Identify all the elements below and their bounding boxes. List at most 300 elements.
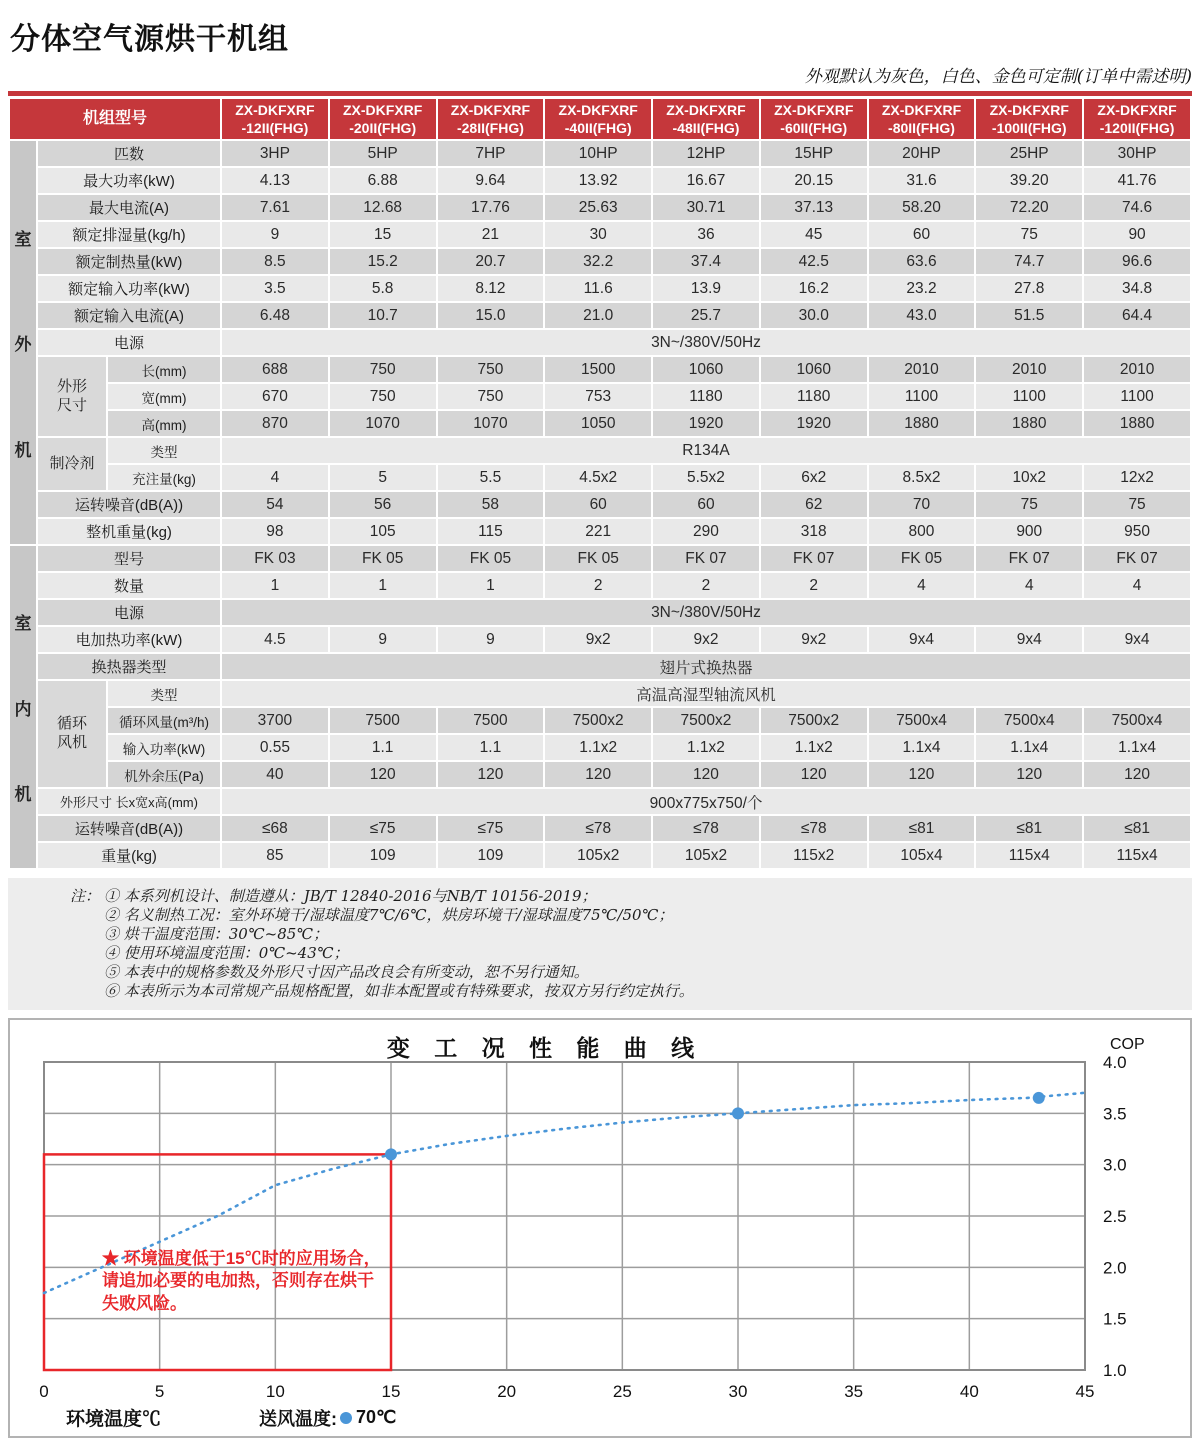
y-tick-label: 1.0 xyxy=(1103,1361,1127,1380)
cell-value: 31.6 xyxy=(869,168,975,193)
cell-value: FK 05 xyxy=(869,546,975,571)
cell-value: 30.0 xyxy=(761,303,867,328)
table-row xyxy=(10,438,1190,463)
table-row xyxy=(10,735,1190,760)
spec-table xyxy=(8,97,1192,870)
cell-value: 7500x4 xyxy=(869,708,975,733)
cell-value: 870 xyxy=(222,411,328,436)
cell-value: 1880 xyxy=(869,411,975,436)
cell-value: FK 03 xyxy=(222,546,328,571)
cell-value: 1.1x4 xyxy=(976,735,1082,760)
cell-value: 20.15 xyxy=(761,168,867,193)
table-row xyxy=(10,492,1190,517)
cell-value: 60 xyxy=(545,492,651,517)
cell-value: ≤78 xyxy=(761,816,867,841)
cell-value: 7500x4 xyxy=(1084,708,1190,733)
cell-value: 74.7 xyxy=(976,249,1082,274)
cell-value: 7500 xyxy=(438,708,544,733)
cell-value: 115x4 xyxy=(976,843,1082,868)
table-row xyxy=(10,600,1190,625)
cell-value: 15 xyxy=(330,222,436,247)
cell-value: FK 07 xyxy=(653,546,759,571)
span-value: 3N~/380V/50Hz xyxy=(222,600,1190,625)
cell-value: 9x2 xyxy=(761,627,867,652)
cell-value: 27.8 xyxy=(976,276,1082,301)
note-item: ② 名义制热工况：室外环境干/湿球温度7℃/6℃，烘房环境干/湿球温度75℃/50℃； xyxy=(104,906,674,924)
cell-value: 688 xyxy=(222,357,328,382)
cell-value: 1880 xyxy=(1084,411,1190,436)
cell-value: 1920 xyxy=(653,411,759,436)
table-row xyxy=(10,303,1190,328)
row-label: 宽(mm) xyxy=(108,384,220,409)
cell-value: 1100 xyxy=(869,384,975,409)
cell-value: FK 05 xyxy=(438,546,544,571)
note-item: ③ 烘干温度范围：30℃~85℃； xyxy=(104,925,329,943)
note-item: ① 本系列机设计、制造遵从：JB/T 12840-2016与NB/T 10156-2019； xyxy=(104,887,597,905)
cell-value: 2010 xyxy=(1084,357,1190,382)
cell-value: 9 xyxy=(222,222,328,247)
table-row xyxy=(10,222,1190,247)
note-item: ⑤ 本表中的规格参数及外形尺寸因产品改良会有所变动，恕不另行通知。 xyxy=(104,963,589,981)
cell-value: 85 xyxy=(222,843,328,868)
cell-value: 221 xyxy=(545,519,651,544)
row-label: 长(mm) xyxy=(108,357,220,382)
table-row xyxy=(10,573,1190,598)
cell-value: 1.1x2 xyxy=(545,735,651,760)
row-label: 类型 xyxy=(108,438,220,463)
cell-value: 115x4 xyxy=(1084,843,1190,868)
cell-value: 4 xyxy=(869,573,975,598)
cell-value: 7.61 xyxy=(222,195,328,220)
warning-text-line: 请追加必要的电加热，否则存在烘干 xyxy=(102,1271,374,1291)
cell-value: ≤78 xyxy=(545,816,651,841)
table-row xyxy=(10,465,1190,490)
cell-value: 8.12 xyxy=(438,276,544,301)
cell-value: ≤75 xyxy=(438,816,544,841)
cell-value: 64.4 xyxy=(1084,303,1190,328)
cell-value: 9 xyxy=(330,627,436,652)
cell-value: 62 xyxy=(761,492,867,517)
cell-value: 40 xyxy=(222,762,328,787)
cell-value: 25.7 xyxy=(653,303,759,328)
legend-label: 送风温度: xyxy=(259,1408,338,1429)
data-point-marker xyxy=(1033,1092,1045,1104)
cell-value: 60 xyxy=(869,222,975,247)
cell-value: 5HP xyxy=(330,141,436,166)
cell-value: 96.6 xyxy=(1084,249,1190,274)
group-label: 循环 风机 xyxy=(38,681,106,787)
cell-value: 120 xyxy=(761,762,867,787)
cell-value: 20.7 xyxy=(438,249,544,274)
cell-value: 3.5 xyxy=(222,276,328,301)
data-point-marker xyxy=(732,1107,744,1119)
cell-value: 45 xyxy=(761,222,867,247)
cell-value: 63.6 xyxy=(869,249,975,274)
cell-value: 58 xyxy=(438,492,544,517)
cell-value: 750 xyxy=(330,384,436,409)
x-tick-label: 20 xyxy=(497,1382,517,1401)
table-row xyxy=(10,519,1190,544)
cell-value: 54 xyxy=(222,492,328,517)
cell-value: 1.1x2 xyxy=(761,735,867,760)
cell-value: 753 xyxy=(545,384,651,409)
cell-value: 9x4 xyxy=(1084,627,1190,652)
cell-value: 120 xyxy=(976,762,1082,787)
cell-value: 16.2 xyxy=(761,276,867,301)
cell-value: 15HP xyxy=(761,141,867,166)
cell-value: 1.1 xyxy=(438,735,544,760)
warning-text-line: ★ 环境温度低于15℃时的应用场合， xyxy=(102,1249,381,1268)
cell-value: 120 xyxy=(545,762,651,787)
cell-value: 1880 xyxy=(976,411,1082,436)
cell-value: 7500x2 xyxy=(761,708,867,733)
table-row xyxy=(10,789,1190,814)
x-tick-label: 25 xyxy=(612,1382,632,1401)
cell-value: 4 xyxy=(222,465,328,490)
table-row xyxy=(10,330,1190,355)
cell-value: 6.88 xyxy=(330,168,436,193)
cell-value: 8.5 xyxy=(222,249,328,274)
cell-value: 15.2 xyxy=(330,249,436,274)
cell-value: 7500 xyxy=(330,708,436,733)
cell-value: ≤81 xyxy=(1084,816,1190,841)
cell-value: 13.9 xyxy=(653,276,759,301)
chart-title: 变 工 况 性 能 曲 线 xyxy=(386,1035,704,1061)
cell-value: 8.5x2 xyxy=(869,465,975,490)
chart-svg xyxy=(10,1020,1190,1436)
cell-value: 39.20 xyxy=(976,168,1082,193)
table-row xyxy=(10,411,1190,436)
cell-value: 4.5x2 xyxy=(545,465,651,490)
table-row xyxy=(10,843,1190,868)
cell-value: 17.76 xyxy=(438,195,544,220)
row-label: 整机重量(kg) xyxy=(38,519,220,544)
cell-value: 21 xyxy=(438,222,544,247)
chart-footer xyxy=(66,1404,396,1431)
cell-value: 1180 xyxy=(653,384,759,409)
cell-value: 30HP xyxy=(1084,141,1190,166)
cell-value: 60 xyxy=(653,492,759,517)
y-tick-label: 2.0 xyxy=(1103,1258,1127,1278)
span-value: 翅片式换热器 xyxy=(222,654,1190,679)
cell-value: 30.71 xyxy=(653,195,759,220)
cell-value: 10.7 xyxy=(330,303,436,328)
corner-label: 机组型号 xyxy=(10,99,220,139)
cell-value: 1180 xyxy=(761,384,867,409)
cell-value: 1100 xyxy=(1084,384,1190,409)
row-label: 外形尺寸 长x宽x高(mm) xyxy=(38,789,220,814)
row-label: 最大电流(A) xyxy=(38,195,220,220)
x-tick-label: 15 xyxy=(381,1382,401,1401)
cell-value: ≤68 xyxy=(222,816,328,841)
cell-value: 105x2 xyxy=(653,843,759,868)
warning-annotation xyxy=(102,1248,432,1315)
row-label: 重量(kg) xyxy=(38,843,220,868)
cell-value: 6.48 xyxy=(222,303,328,328)
model-header: ZX-DKFXRF -20II(FHG) xyxy=(330,99,436,139)
cell-value: 70 xyxy=(869,492,975,517)
x-tick-label: 10 xyxy=(265,1382,285,1401)
cell-value: 15.0 xyxy=(438,303,544,328)
cell-value: 290 xyxy=(653,519,759,544)
cell-value: 1 xyxy=(222,573,328,598)
row-label: 电源 xyxy=(38,600,220,625)
row-label: 充注量(kg) xyxy=(108,465,220,490)
cell-value: FK 07 xyxy=(1084,546,1190,571)
note-item: ④ 使用环境温度范围：0℃~43℃； xyxy=(104,944,349,962)
cell-value: 56 xyxy=(330,492,436,517)
cell-value: 1.1x4 xyxy=(869,735,975,760)
cell-value: 2 xyxy=(761,573,867,598)
cell-value: 51.5 xyxy=(976,303,1082,328)
chart-panel xyxy=(8,1018,1192,1438)
row-label: 循环风量(m³/h) xyxy=(108,708,220,733)
cell-value: 1 xyxy=(438,573,544,598)
page-subtitle: 外观默认为灰色，白色、金色可定制(订单中需述明) xyxy=(804,67,1192,87)
span-value: 高温高湿型轴流风机 xyxy=(222,681,1190,706)
cell-value: 2 xyxy=(545,573,651,598)
row-label: 机外余压(Pa) xyxy=(108,762,220,787)
legend-series-name: 70℃ xyxy=(356,1407,397,1427)
cell-value: 115 xyxy=(438,519,544,544)
catalog-page xyxy=(8,0,1192,1438)
cell-value: 37.13 xyxy=(761,195,867,220)
cell-value: 75 xyxy=(976,492,1082,517)
table-row xyxy=(10,168,1190,193)
cell-value: 25HP xyxy=(976,141,1082,166)
table-row xyxy=(10,681,1190,706)
cell-value: 36 xyxy=(653,222,759,247)
cell-value: 23.2 xyxy=(869,276,975,301)
span-value: 3N~/380V/50Hz xyxy=(222,330,1190,355)
cell-value: 5.5x2 xyxy=(653,465,759,490)
row-label: 运转噪音(dB(A)) xyxy=(38,492,220,517)
cell-value: 3HP xyxy=(222,141,328,166)
cell-value: ≤81 xyxy=(976,816,1082,841)
cell-value: ≤81 xyxy=(869,816,975,841)
row-label: 额定制热量(kW) xyxy=(38,249,220,274)
cell-value: 4.13 xyxy=(222,168,328,193)
table-row xyxy=(10,762,1190,787)
span-value: R134A xyxy=(222,438,1190,463)
cell-value: 9x2 xyxy=(545,627,651,652)
model-header: ZX-DKFXRF -100II(FHG) xyxy=(976,99,1082,139)
cell-value: 72.20 xyxy=(976,195,1082,220)
table-row xyxy=(10,357,1190,382)
cop-axis-label: COP xyxy=(1110,1036,1145,1053)
row-label: 类型 xyxy=(108,681,220,706)
cell-value: 1.1x4 xyxy=(1084,735,1190,760)
cell-value: 9.64 xyxy=(438,168,544,193)
cell-value: 750 xyxy=(438,384,544,409)
cell-value: 1 xyxy=(330,573,436,598)
cell-value: 6x2 xyxy=(761,465,867,490)
cell-value: 1100 xyxy=(976,384,1082,409)
cell-value: 105x4 xyxy=(869,843,975,868)
cell-value: 2010 xyxy=(869,357,975,382)
cell-value: 21.0 xyxy=(545,303,651,328)
row-label: 输入功率(kW) xyxy=(108,735,220,760)
cell-value: 4 xyxy=(976,573,1082,598)
cell-value: 750 xyxy=(330,357,436,382)
cell-value: 75 xyxy=(976,222,1082,247)
cell-value: 13.92 xyxy=(545,168,651,193)
x-tick-label: 45 xyxy=(1075,1382,1095,1401)
cell-value: 58.20 xyxy=(869,195,975,220)
cell-value: 12x2 xyxy=(1084,465,1190,490)
cell-value: 105x2 xyxy=(545,843,651,868)
notes-prefix: 注： xyxy=(70,887,101,905)
model-header: ZX-DKFXRF -12II(FHG) xyxy=(222,99,328,139)
cell-value: 9x2 xyxy=(653,627,759,652)
cell-value: 318 xyxy=(761,519,867,544)
row-label: 最大功率(kW) xyxy=(38,168,220,193)
cell-value: FK 07 xyxy=(976,546,1082,571)
table-row xyxy=(10,195,1190,220)
cell-value: 750 xyxy=(438,357,544,382)
section-side-label: 室 外 机 xyxy=(10,141,36,544)
model-header: ZX-DKFXRF -28II(FHG) xyxy=(438,99,544,139)
y-tick-label: 3.0 xyxy=(1103,1155,1127,1175)
cell-value: 109 xyxy=(330,843,436,868)
cell-value: 1.1 xyxy=(330,735,436,760)
cell-value: 16.67 xyxy=(653,168,759,193)
cell-value: 105 xyxy=(330,519,436,544)
table-row xyxy=(10,141,1190,166)
cell-value: 1920 xyxy=(761,411,867,436)
cell-value: 4 xyxy=(1084,573,1190,598)
model-header: ZX-DKFXRF -60II(FHG) xyxy=(761,99,867,139)
cell-value: 7500x4 xyxy=(976,708,1082,733)
cell-value: 115x2 xyxy=(761,843,867,868)
cell-value: 25.63 xyxy=(545,195,651,220)
cell-value: 7500x2 xyxy=(545,708,651,733)
cell-value: FK 07 xyxy=(761,546,867,571)
row-label: 高(mm) xyxy=(108,411,220,436)
cell-value: 32.2 xyxy=(545,249,651,274)
cell-value: 120 xyxy=(869,762,975,787)
cell-value: 9x4 xyxy=(976,627,1082,652)
row-label: 电源 xyxy=(38,330,220,355)
model-header: ZX-DKFXRF -120II(FHG) xyxy=(1084,99,1190,139)
row-label: 数量 xyxy=(38,573,220,598)
x-axis-label: 环境温度℃ xyxy=(66,1409,162,1430)
table-row xyxy=(10,276,1190,301)
cell-value: 5.5 xyxy=(438,465,544,490)
y-tick-label: 3.5 xyxy=(1103,1104,1127,1124)
cell-value: 2010 xyxy=(976,357,1082,382)
model-header: ZX-DKFXRF -48II(FHG) xyxy=(653,99,759,139)
cell-value: 5.8 xyxy=(330,276,436,301)
table-row xyxy=(10,546,1190,571)
cell-value: 120 xyxy=(1084,762,1190,787)
header-row xyxy=(10,99,1190,139)
cell-value: 120 xyxy=(330,762,436,787)
data-point-marker xyxy=(385,1148,397,1160)
legend xyxy=(259,1405,396,1431)
cell-value: 30 xyxy=(545,222,651,247)
row-label: 额定输入功率(kW) xyxy=(38,276,220,301)
warning-text-line: 失败风险。 xyxy=(102,1293,187,1313)
group-label: 外形 尺寸 xyxy=(38,357,106,436)
cell-value: 43.0 xyxy=(869,303,975,328)
cell-value: 1070 xyxy=(330,411,436,436)
row-label: 运转噪音(dB(A)) xyxy=(38,816,220,841)
row-label: 匹数 xyxy=(38,141,220,166)
cell-value: ≤78 xyxy=(653,816,759,841)
cell-value: 800 xyxy=(869,519,975,544)
cell-value: 41.76 xyxy=(1084,168,1190,193)
cell-value: 1070 xyxy=(438,411,544,436)
cell-value: 11.6 xyxy=(545,276,651,301)
cell-value: 1500 xyxy=(545,357,651,382)
row-label: 电加热功率(kW) xyxy=(38,627,220,652)
cell-value: 4.5 xyxy=(222,627,328,652)
cell-value: 3700 xyxy=(222,708,328,733)
table-row xyxy=(10,627,1190,652)
y-tick-label: 2.5 xyxy=(1103,1207,1127,1226)
cell-value: 0.55 xyxy=(222,735,328,760)
cell-value: 5 xyxy=(330,465,436,490)
section-side-label: 室 内 机 xyxy=(10,546,36,868)
page-title: 分体空气源烘干机组 xyxy=(10,23,289,56)
cell-value: 9x4 xyxy=(869,627,975,652)
model-header: ZX-DKFXRF -40II(FHG) xyxy=(545,99,651,139)
cell-value: 1.1x2 xyxy=(653,735,759,760)
notes-list xyxy=(104,887,1172,1001)
cell-value: 1050 xyxy=(545,411,651,436)
y-tick-label: 1.5 xyxy=(1103,1309,1127,1329)
cell-value: 90 xyxy=(1084,222,1190,247)
cell-value: 7HP xyxy=(438,141,544,166)
table-row xyxy=(10,708,1190,733)
span-value: 900x775x750/个 xyxy=(222,789,1190,814)
x-tick-label: 30 xyxy=(728,1382,748,1401)
cell-value: 109 xyxy=(438,843,544,868)
cell-value: 9 xyxy=(438,627,544,652)
cell-value: 1060 xyxy=(761,357,867,382)
row-label: 换热器类型 xyxy=(38,654,220,679)
group-label: 制冷剂 xyxy=(38,438,106,490)
model-header: ZX-DKFXRF -80II(FHG) xyxy=(869,99,975,139)
cell-value: 20HP xyxy=(869,141,975,166)
cell-value: 10HP xyxy=(545,141,651,166)
x-tick-label: 40 xyxy=(959,1382,979,1401)
cell-value: 75 xyxy=(1084,492,1190,517)
cell-value: 34.8 xyxy=(1084,276,1190,301)
row-label: 额定输入电流(A) xyxy=(38,303,220,328)
x-tick-label: 5 xyxy=(154,1382,165,1401)
cell-value: 900 xyxy=(976,519,1082,544)
cell-value: 12.68 xyxy=(330,195,436,220)
cell-value: 10x2 xyxy=(976,465,1082,490)
cell-value: FK 05 xyxy=(330,546,436,571)
row-label: 型号 xyxy=(38,546,220,571)
y-tick-label: 4.0 xyxy=(1103,1053,1127,1072)
x-tick-label: 35 xyxy=(844,1382,864,1401)
table-row xyxy=(10,816,1190,841)
cell-value: 37.4 xyxy=(653,249,759,274)
cell-value: 120 xyxy=(653,762,759,787)
row-label: 额定排湿量(kg/h) xyxy=(38,222,220,247)
cell-value: 120 xyxy=(438,762,544,787)
cell-value: 74.6 xyxy=(1084,195,1190,220)
cell-value: ≤75 xyxy=(330,816,436,841)
cell-value: 12HP xyxy=(653,141,759,166)
cell-value: 1060 xyxy=(653,357,759,382)
cell-value: 42.5 xyxy=(761,249,867,274)
legend-marker-icon xyxy=(340,1412,352,1424)
